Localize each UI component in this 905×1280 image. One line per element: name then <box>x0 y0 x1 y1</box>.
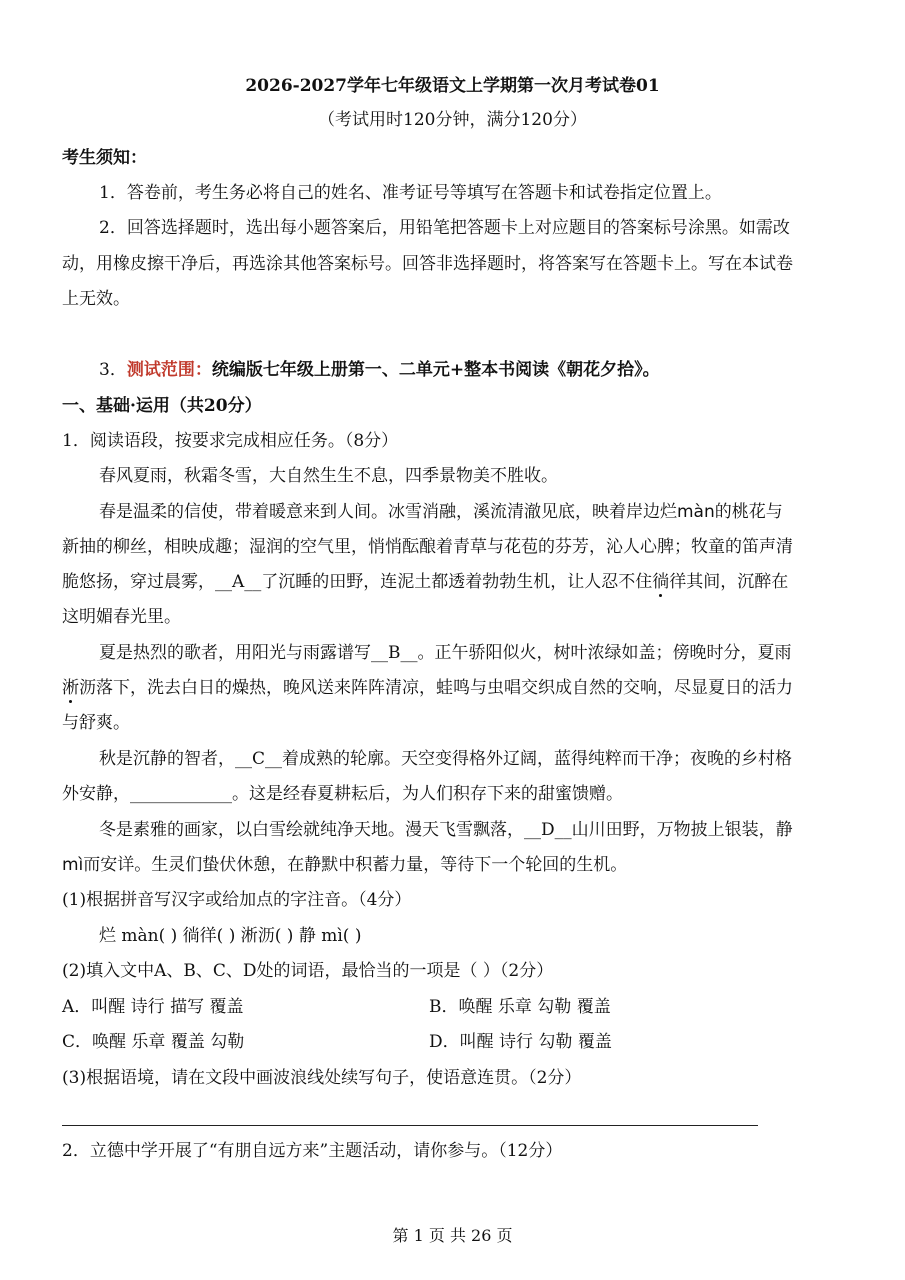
passage-paragraph-3-line-3: 与舒爽。 <box>62 713 130 733</box>
question-1-prompt: 1．阅读语段，按要求完成相应任务。（8分） <box>62 431 399 451</box>
exam-title: 2026-2027学年七年级语文上学期第一次月考试卷01 <box>245 76 660 96</box>
option-a: A．叫醒 诗行 描写 覆盖 <box>62 997 244 1017</box>
passage-text: 脆悠扬，穿过晨雾，__A__了沉睡的田野，连泥土都透着勃勃生机，让人忍不住 <box>62 572 653 592</box>
passage-text: 徉其间，沉醉在 <box>669 572 789 592</box>
passage-paragraph-5-line-2 <box>62 854 627 876</box>
dotted-char-xi: 淅 <box>62 678 79 698</box>
dotted-char-chang: 徜 <box>652 572 670 592</box>
sub-question-1-blanks: 烂 màn( ) 徜徉( ) 淅沥( ) 静 mì( ) <box>99 926 362 946</box>
passage-paragraph-4-line-2: 外安静，____________。这是经春夏耕耘后，为人们积存下来的甜蜜馈赠。 <box>62 784 623 804</box>
option-b: B．唤醒 乐章 勾勒 覆盖 <box>429 997 611 1017</box>
sub-question-2: (2)填入文中A、B、C、D处的词语，最恰当的一项是（ ）（2分） <box>62 961 554 981</box>
option-c: C．唤醒 乐章 覆盖 勾勒 <box>62 1032 245 1052</box>
notice-item-3-number: 3． <box>99 360 127 380</box>
passage-text: 而安详。生灵们蛰伏休憩，在静默中积蓄力量，等待下一个轮回的生机。 <box>83 855 628 875</box>
passage-paragraph-2-line-3 <box>62 571 788 593</box>
passage-text: 沥落下，洗去白日的燥热，晚风送来阵阵清凉，蛙鸣与虫唱交织成自然的交响，尽显夏日的活力 <box>79 678 793 698</box>
notice-item-2-line-1: 2．回答选择题时，选出每小题答案后，用铅笔把答题卡上对应题目的答案标号涂黑。如需改 <box>99 218 790 238</box>
notice-item-2-line-2: 动，用橡皮擦干净后，再选涂其他答案标号。回答非选择题时，将答案写在答题卡上。写在本试卷 <box>62 254 793 274</box>
passage-paragraph-4-line-1: 秋是沉静的智者，__C__着成熟的轮廓。天空变得格外辽阔，蓝得纯粹而干净；夜晚的乡村格 <box>99 749 793 769</box>
pinyin-mi: mì <box>62 855 84 875</box>
question-2-prompt: 2．立德中学开展了“有朋自远方来”主题活动，请你参与。（12分） <box>62 1141 563 1161</box>
pinyin-man: màn <box>677 502 715 522</box>
passage-paragraph-5-line-1: 冬是素雅的画家，以白雪绘就纯净天地。漫天飞雪飘落，__D__山川田野，万物披上银装，静 <box>99 820 793 840</box>
section-1-heading: 一、基础·运用（共20分） <box>62 396 262 416</box>
passage-paragraph-3-line-2 <box>62 677 793 699</box>
sub-question-1: (1)根据拼音写汉字或给加点的字注音。（4分） <box>62 890 412 910</box>
test-scope-text: 统编版七年级上册第一、二单元+整本书阅读《朝花夕拾》。 <box>211 360 660 380</box>
option-d: D．叫醒 诗行 勾勒 覆盖 <box>429 1032 612 1052</box>
notice-item-1: 1．答卷前，考生务必将自己的姓名、准考证号等填写在答题卡和试卷指定位置上。 <box>99 183 722 203</box>
passage-paragraph-2-line-1 <box>99 501 783 523</box>
passage-paragraph-3-line-1: 夏是热烈的歌者，用阳光与雨露谱写__B__。正午骄阳似火，树叶浓绿如盖；傍晚时分，夏雨 <box>99 643 792 663</box>
passage-paragraph-2-line-4: 这明媚春光里。 <box>62 607 181 627</box>
passage-paragraph-1: 春风夏雨，秋霜冬雪，大自然生生不息，四季景物美不胜收。 <box>99 466 558 486</box>
notice-heading: 考生须知： <box>62 148 147 168</box>
exam-subtitle: （考试用时120分钟，满分120分） <box>318 110 587 130</box>
sub-question-3: (3)根据语境，请在文段中画波浪线处续写句子，使语意连贯。（2分） <box>62 1068 582 1088</box>
passage-paragraph-2-line-2: 新抽的柳丝，相映成趣；湿润的空气里，悄悄酝酿着青草与花苞的芬芳，沁人心脾；牧童的笛声清 <box>62 537 793 557</box>
test-scope-label: 测试范围： <box>126 360 212 380</box>
answer-line <box>62 1125 758 1126</box>
passage-text: 春是温柔的信使，带着暖意来到人间。冰雪消融，溪流清澈见底，映着岸边烂 <box>99 502 677 522</box>
page-number: 第 1 页 共 26 页 <box>392 1226 513 1245</box>
notice-item-2-line-3: 上无效。 <box>62 289 130 309</box>
notice-item-3 <box>99 359 660 381</box>
passage-text: 的桃花与 <box>714 502 783 522</box>
